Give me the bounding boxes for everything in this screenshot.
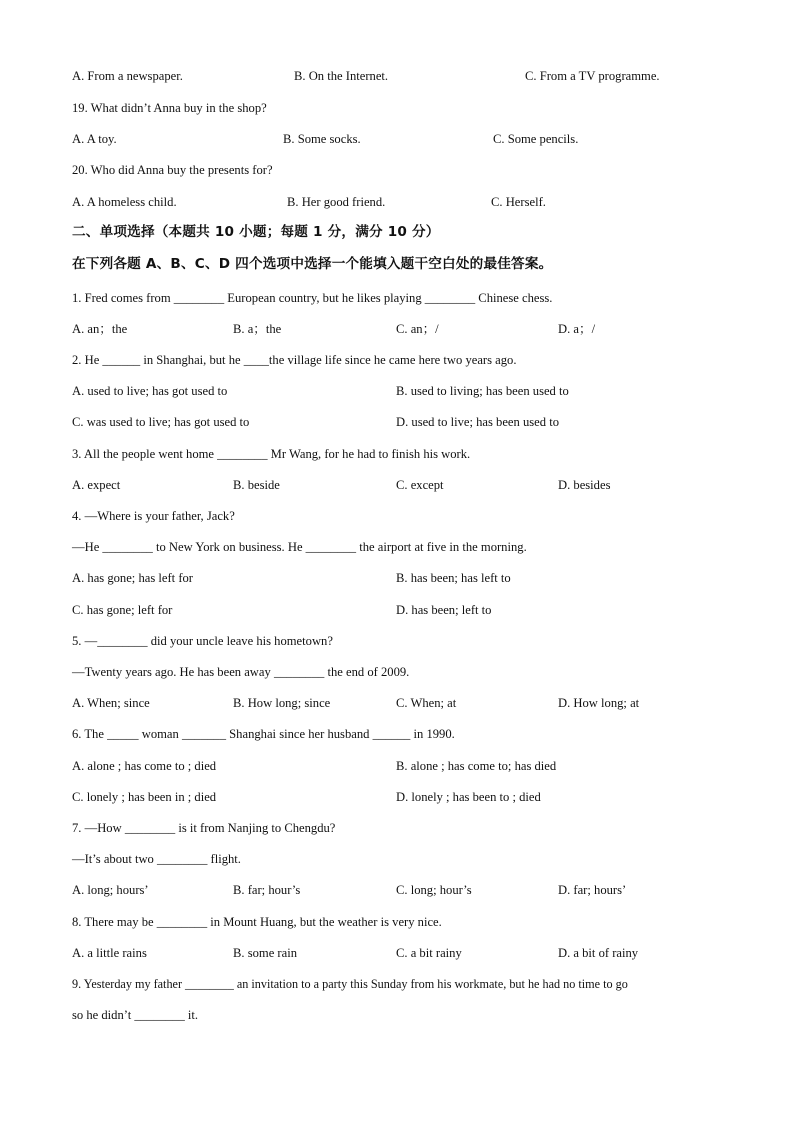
q19-stem: 19. What didn’t Anna buy in the shop? <box>72 101 267 115</box>
question-option: A. used to live; has got used to <box>72 384 228 398</box>
question-stem-continued: so he didn’t ________ it. <box>72 1008 199 1022</box>
question-stem-continued: —Twenty years ago. He has been away ________ the end of 2009. <box>72 665 410 679</box>
question-option: D. How long; at <box>558 696 640 710</box>
question-option: A. has gone; has left for <box>72 571 194 585</box>
q18-option-a: A. From a newspaper. <box>72 69 183 83</box>
q20-option-b: B. Her good friend. <box>287 195 386 209</box>
question-stem: 9. Yesterday my father ________ an invitation to a party this Sunday from his workmate, but he had no time to go <box>72 977 628 991</box>
question-option: A. alone ; has come to ; died <box>72 759 217 773</box>
section-title: 二、单项选择（本题共 10 小题；每题 1 分，满分 10 分） <box>72 224 440 240</box>
question-option: B. some rain <box>233 946 298 960</box>
question-option: A. an；the <box>72 322 128 336</box>
question-stem: 8. There may be ________ in Mount Huang, but the weather is very nice. <box>72 915 442 929</box>
question-stem-continued: —It’s about two ________ flight. <box>72 852 241 866</box>
question-option: C. has gone; left for <box>72 603 173 617</box>
question-stem: 3. All the people went home ________ Mr Wang, for he had to finish his work. <box>72 447 471 461</box>
question-stem-continued: —He ________ to New York on business. He ________ the airport at five in the morning. <box>72 540 527 554</box>
question-option: A. long; hours’ <box>72 883 149 897</box>
question-option: C. a bit rainy <box>396 946 462 960</box>
question-option: B. beside <box>233 478 280 492</box>
question-option: B. How long; since <box>233 696 331 710</box>
q19-option-c: C. Some pencils. <box>493 132 579 146</box>
question-stem: 4. —Where is your father, Jack? <box>72 509 235 523</box>
question-option: D. has been; left to <box>396 603 492 617</box>
question-option: C. lonely ; has been in ; died <box>72 790 217 804</box>
section-instruction: 在下列各题 A、B、C、D 四个选项中选择一个能填入题干空白处的最佳答案。 <box>72 256 553 272</box>
q19-option-b: B. Some socks. <box>283 132 361 146</box>
question-option: A. expect <box>72 478 121 492</box>
question-option: B. alone ; has come to; has died <box>396 759 557 773</box>
q18-option-b: B. On the Internet. <box>294 69 389 83</box>
question-stem: 6. The _____ woman _______ Shanghai since her husband ______ in 1990. <box>72 727 455 741</box>
q20-stem: 20. Who did Anna buy the presents for? <box>72 163 273 177</box>
q20-option-c: C. Herself. <box>491 195 546 209</box>
question-option: C. an；/ <box>396 322 439 336</box>
question-option: D. used to live; has been used to <box>396 415 559 429</box>
question-option: B. far; hour’s <box>233 883 301 897</box>
question-option: C. was used to live; has got used to <box>72 415 250 429</box>
question-stem: 5. —________ did your uncle leave his hometown? <box>72 634 333 648</box>
question-option: D. a bit of rainy <box>558 946 639 960</box>
question-option: C. When; at <box>396 696 457 710</box>
question-option: B. a；the <box>233 322 282 336</box>
question-option: B. used to living; has been used to <box>396 384 569 398</box>
question-stem: 1. Fred comes from ________ European country, but he likes playing ________ Chinese chess. <box>72 291 553 305</box>
question-option: D. besides <box>558 478 611 492</box>
question-option: A. a little rains <box>72 946 147 960</box>
question-option: C. long; hour’s <box>396 883 472 897</box>
q20-option-a: A. A homeless child. <box>72 195 177 209</box>
question-option: C. except <box>396 478 444 492</box>
question-option: D. a；/ <box>558 322 596 336</box>
question-option: B. has been; has left to <box>396 571 511 585</box>
question-stem: 2. He ______ in Shanghai, but he ____the village life since he came here two years ago. <box>72 353 517 367</box>
q18-option-c: C. From a TV programme. <box>525 69 660 83</box>
question-option: D. lonely ; has been to ; died <box>396 790 541 804</box>
question-stem: 7. —How ________ is it from Nanjing to Chengdu? <box>72 821 336 835</box>
question-option: A. When; since <box>72 696 150 710</box>
question-option: D. far; hours’ <box>558 883 627 897</box>
q19-option-a: A. A toy. <box>72 132 117 146</box>
